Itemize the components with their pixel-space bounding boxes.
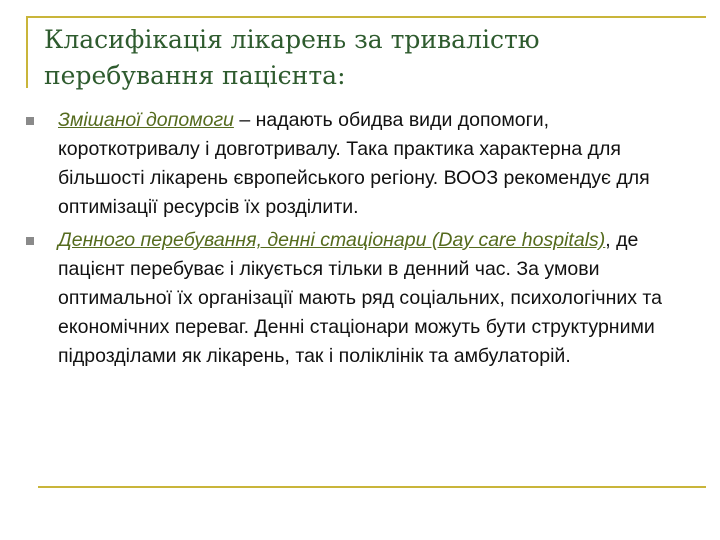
title-line-2: перебування пацієнта: [44,61,346,90]
slide-title [44,22,684,94]
bullet-item-mixed-care [26,106,686,222]
frame-top-line [26,16,706,18]
title-line-1: Класифікація лікарень за тривалістю [44,25,540,54]
square-bullet-icon [26,117,34,125]
bullet-term: Денного перебування, денні стаціонари (Day care hospitals) [58,229,606,251]
bullet-text: , де пацієнт перебуває і лікується тільки в денний час. За умови оптимальної їх організації мають ряд соціальних, психологічних та економічних переваг. Денні стаціонари можуть бути структурними підрозділами як лікарень, так і поліклінік та амбулаторій. [58,229,662,367]
square-bullet-icon [26,237,34,245]
bullet-item-day-care [26,226,686,371]
bullet-text: – надають обидва види допомоги, короткотривалу і довготривалу. Така практика характерна для більшості лікарень європейського регіону. ВООЗ рекомендує для оптимізації ресурсів їх розділити. [58,109,650,218]
bullet-term: Змішаної допомоги [58,109,234,131]
bullet-list [26,106,686,375]
frame-left-line [26,16,28,88]
frame-bottom-line [38,486,706,488]
